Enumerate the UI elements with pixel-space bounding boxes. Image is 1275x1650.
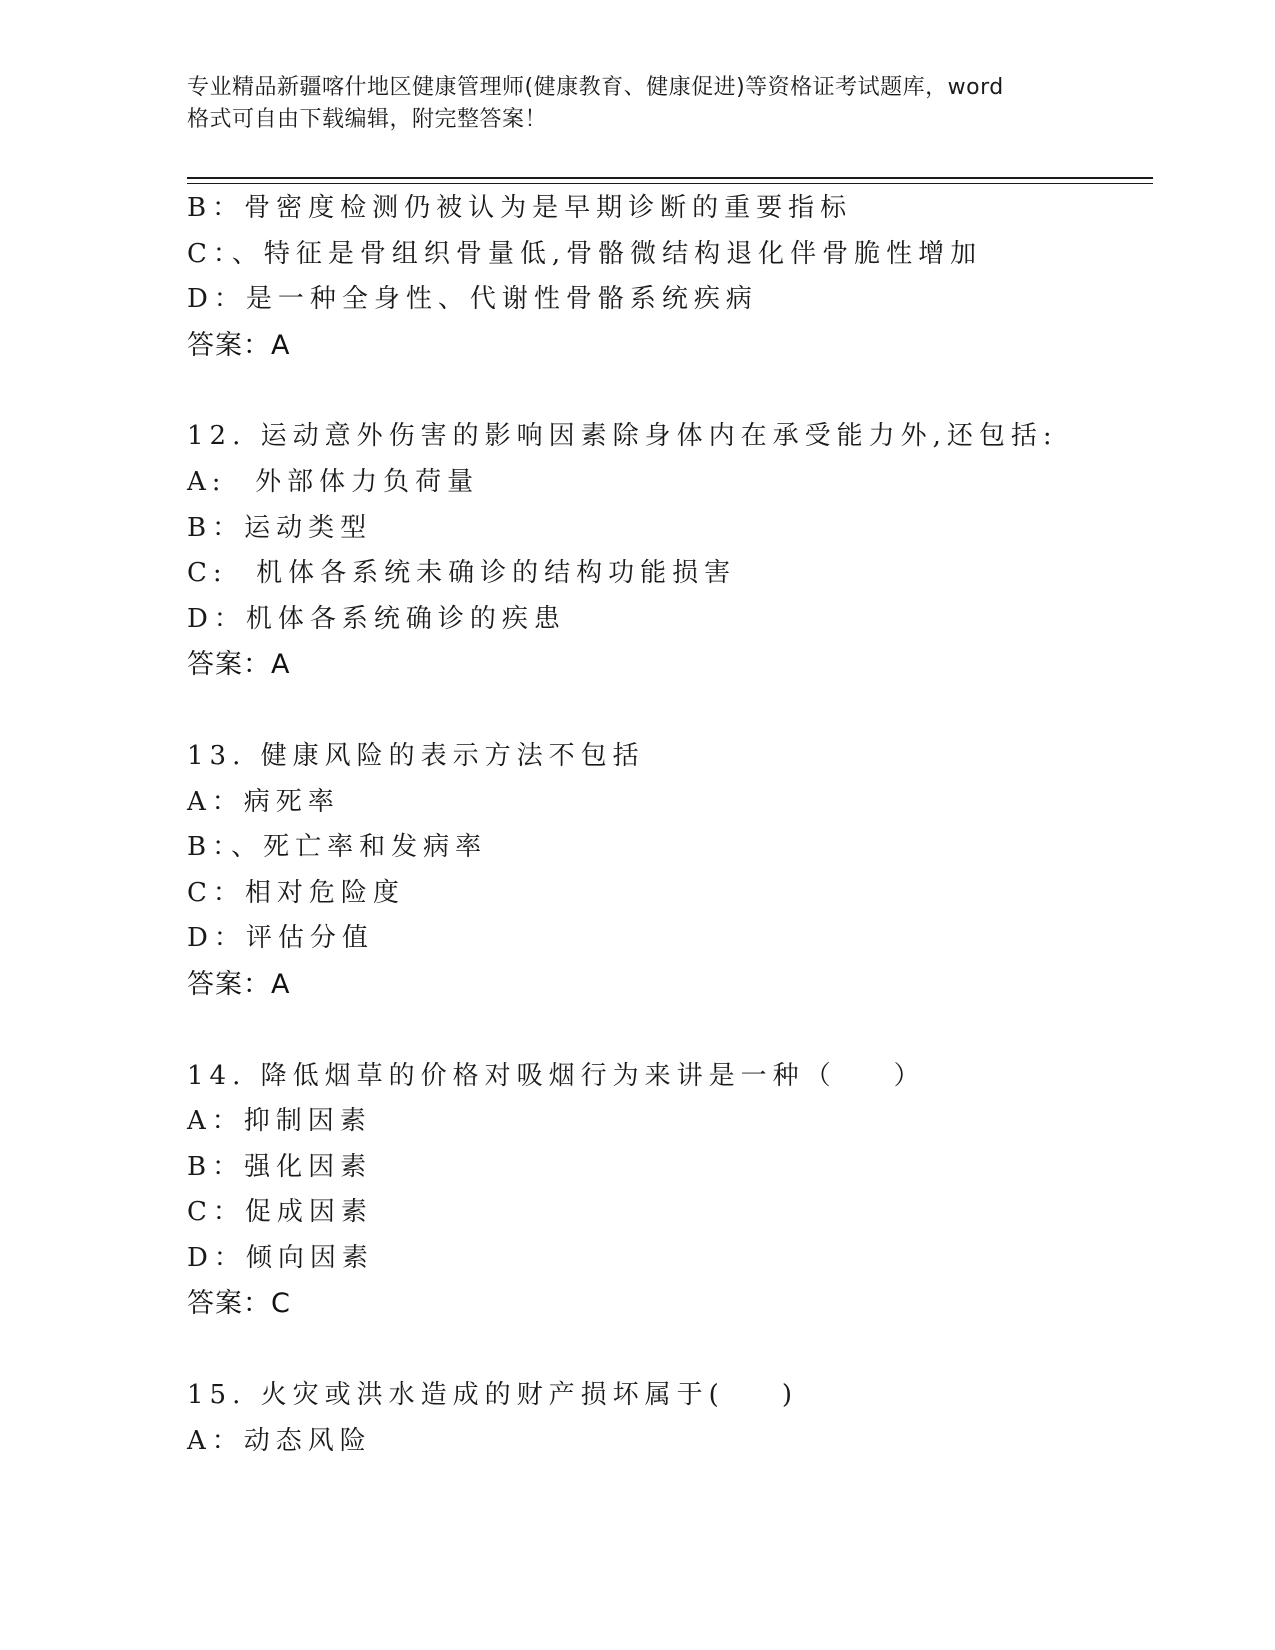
question-12 (187, 414, 1147, 688)
option-b: B：强化因素 (187, 1151, 373, 1182)
spacer (187, 688, 1147, 734)
option-a: A：抑制因素 (187, 1106, 372, 1137)
option-b: B：、死亡率和发病率 (187, 832, 488, 863)
question-text: 15. 火灾或洪水造成的财产损坏属于( ) (187, 1380, 798, 1411)
question-text: 12. 运动意外伤害的影响因素除身体内在承受能力外,还包括: (187, 421, 1058, 452)
option-a: A：病死率 (187, 786, 340, 817)
option-b: B：运动类型 (187, 512, 373, 543)
question-11-tail (187, 186, 1147, 368)
option-c: C：、特征是骨组织骨量低,骨骼微结构退化伴骨脆性增加 (187, 238, 983, 269)
document-header (187, 72, 1087, 136)
spacer (187, 1327, 1147, 1373)
option-b: B：骨密度检测仍被认为是早期诊断的重要指标 (187, 193, 853, 223)
header-divider-thick (187, 177, 1153, 179)
answer: 答案：A (187, 649, 291, 681)
option-c: C: 机体各系统未确诊的结构功能损害 (187, 558, 737, 589)
header-divider-thin (187, 183, 1153, 184)
question-list (187, 186, 1147, 1464)
answer: 答案：A (187, 329, 291, 361)
spacer (187, 1008, 1147, 1054)
question-text: 14. 降低烟草的价格对吸烟行为来讲是一种（ ） (187, 1060, 926, 1091)
question-15 (187, 1373, 1147, 1464)
answer: 答案：A (187, 968, 291, 1000)
option-d: D：机体各系统确诊的疾患 (187, 603, 566, 634)
answer: 答案：C (187, 1288, 291, 1320)
option-d: D：倾向因素 (187, 1242, 374, 1273)
option-a: A: 外部体力负荷量 (187, 466, 480, 497)
question-text: 13. 健康风险的表示方法不包括 (187, 740, 645, 771)
option-c: C：促成因素 (187, 1197, 373, 1228)
option-d: D：评估分值 (187, 923, 374, 954)
option-d: D：是一种全身性、代谢性骨骼系统疾病 (187, 284, 758, 315)
question-14 (187, 1054, 1147, 1328)
option-c: C：相对危险度 (187, 877, 405, 908)
spacer (187, 368, 1147, 414)
header-line-2: 格式可自由下载编辑，附完整答案！ (187, 107, 548, 132)
question-13 (187, 734, 1147, 1008)
option-a: A：动态风险 (187, 1425, 372, 1456)
header-line-1: 专业精品新疆喀什地区健康管理师(健康教育、健康促进)等资格证考试题库，word (187, 75, 1004, 100)
